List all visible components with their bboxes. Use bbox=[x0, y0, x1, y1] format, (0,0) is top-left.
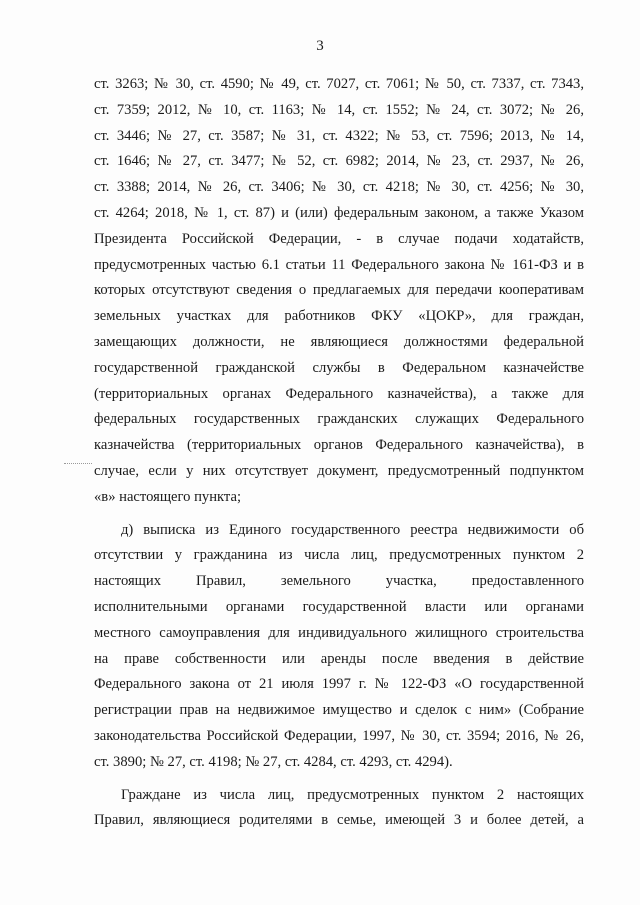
text-line: ст. 3446; № 27, ст. 3587; № 31, ст. 4322; № 53, ст. 7596; 2013, № 14, bbox=[94, 127, 584, 144]
text-line: замещающих должности, не являющиеся должностями федеральной bbox=[94, 333, 584, 350]
text-line: «в» настоящего пункта; bbox=[94, 488, 241, 505]
text-line: регистрации прав на недвижимое имущество и сделок с ним» (Собрание bbox=[94, 702, 584, 719]
text-line: ст. 3890; № 27, ст. 4198; № 27, ст. 4284, ст. 4293, ст. 4294). bbox=[94, 753, 453, 770]
text-line: д) выписка из Единого государственного реестра недвижимости об bbox=[121, 521, 584, 538]
text-line: настоящих Правил, земельного участка, предоставленного bbox=[94, 573, 584, 590]
text-line: ст. 3263; № 30, ст. 4590; № 49, ст. 7027, ст. 7061; № 50, ст. 7337, ст. 7343, bbox=[94, 76, 584, 92]
text-line: местного самоуправления для индивидуального жилищного строительства bbox=[94, 624, 584, 641]
paragraph-continuation bbox=[94, 72, 584, 511]
text-line: Граждане из числа лиц, предусмотренных пунктом 2 настоящих bbox=[121, 786, 584, 803]
text-line: Президента Российской Федерации, - в случае подачи ходатайств, bbox=[94, 230, 584, 247]
paragraph-gap bbox=[94, 511, 584, 518]
page-number: 3 bbox=[316, 38, 324, 54]
text-line: государственной гражданской службы в Федеральном казначействе bbox=[94, 359, 584, 376]
paragraph-gap bbox=[94, 776, 584, 783]
text-line: ст. 3388; 2014, № 26, ст. 3406; № 30, ст. 4218; № 30, ст. 4256; № 30, bbox=[94, 179, 584, 196]
text-line: предусмотренных частью 6.1 статьи 11 Федерального закона № 161-ФЗ и в bbox=[94, 256, 584, 273]
text-line: отсутствии у гражданина из числа лиц, предусмотренных пунктом 2 bbox=[94, 547, 584, 564]
text-line: Федерального закона от 21 июля 1997 г. № 122-ФЗ «О государственной bbox=[94, 676, 584, 693]
text-line: которых отсутствуют сведения о предлагаемых для передачи кооперативам bbox=[94, 282, 584, 299]
text-line: (территориальных органах Федерального казначейства), а также для bbox=[94, 385, 584, 402]
text-line: Правил, являющиеся родителями в семье, имеющей 3 и более детей, а bbox=[94, 812, 584, 829]
text-line: земельных участках для работников ФКУ «ЦОКР», для граждан, bbox=[94, 308, 584, 325]
margin-mark bbox=[64, 463, 92, 464]
text-line: федеральных государственных гражданских служащих Федерального bbox=[94, 411, 584, 428]
text-line: ст. 7359; 2012, № 10, ст. 1163; № 14, ст. 1552; № 24, ст. 3072; № 26, bbox=[94, 101, 584, 118]
text-line: исполнительными органами государственной власти или органами bbox=[94, 598, 584, 615]
text-line: ст. 1646; № 27, ст. 3477; № 52, ст. 6982; 2014, № 23, ст. 2937, № 26, bbox=[94, 153, 584, 170]
text-line: законодательства Российской Федерации, 1997, № 30, ст. 3594; 2016, № 26, bbox=[94, 727, 584, 744]
text-line: казначейства (территориальных органов Федерального казначейства), в bbox=[94, 437, 584, 454]
text-line: ст. 4264; 2018, № 1, ст. 87) и (или) федеральным законом, а также Указом bbox=[94, 204, 584, 221]
text-line: на праве собственности или аренды после введения в действие bbox=[94, 650, 584, 667]
text-line: случае, если у них отсутствует документ, предусмотренный подпунктом bbox=[94, 462, 584, 479]
paragraph-citizens-parents bbox=[94, 783, 584, 835]
document-body bbox=[94, 72, 584, 834]
paragraph-item-d bbox=[94, 518, 584, 776]
